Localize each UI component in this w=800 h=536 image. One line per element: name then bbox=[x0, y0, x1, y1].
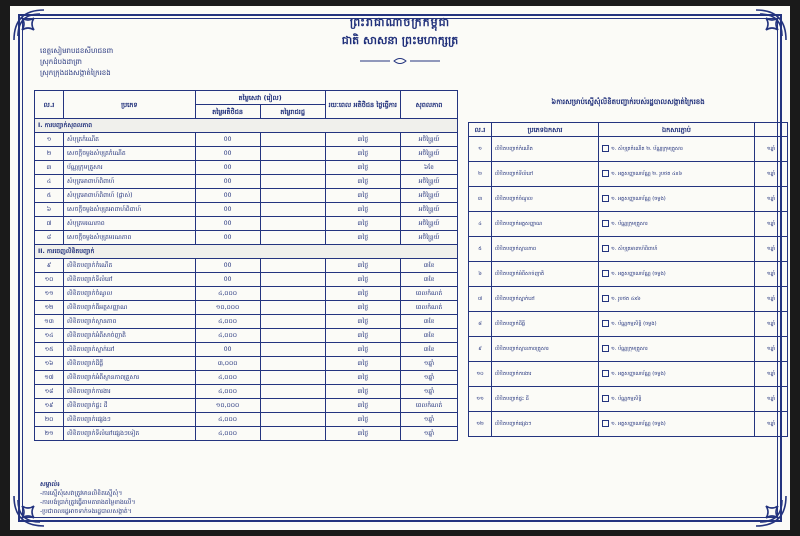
doc-text: ១. អត្តសញ្ញាណប័ណ្ណ (ចម្លង) bbox=[611, 421, 666, 427]
row-fee-out bbox=[260, 287, 325, 301]
row-service: សំបុត្រអាពាហ៍ពិពាហ៍ (ផ្លាស់) bbox=[64, 189, 196, 203]
row-service: លិខិតបញ្ជាក់ដីធ្លី bbox=[492, 312, 599, 337]
row-time: ៣ថ្ងៃ bbox=[325, 231, 400, 245]
row-fee-out bbox=[260, 203, 325, 217]
row-service: លិខិតបញ្ជាក់ស្ថានភាព bbox=[492, 237, 599, 262]
col-time: រយៈពេល អតិថិជន ថ្ងៃធ្វើការ bbox=[325, 91, 400, 119]
row-time: ១ឆ្នាំ bbox=[755, 312, 788, 337]
row-no: ១១ bbox=[35, 287, 64, 301]
row-remark: ៣ខែ bbox=[401, 259, 458, 273]
row-docs bbox=[599, 137, 755, 162]
row-service: លិខិតបញ្ជាក់ពីអត្តសញ្ញាណ bbox=[64, 301, 196, 315]
row-fee-in: ៤,០០០ bbox=[195, 315, 260, 329]
section-title: I. ការបញ្ជាក់សុពលភាព bbox=[35, 119, 458, 133]
row-fee-in: 00 bbox=[195, 343, 260, 357]
checkbox-icon bbox=[602, 220, 609, 227]
row-time: ១ឆ្នាំ bbox=[755, 362, 788, 387]
row-no: ៩ bbox=[35, 259, 64, 273]
row-fee-in: ៤,០០០ bbox=[195, 427, 260, 441]
row-no: ១៦ bbox=[35, 357, 64, 371]
kingdom-header bbox=[10, 16, 790, 69]
row-fee-out bbox=[260, 385, 325, 399]
col-service: ប្រភេទឯកសារ bbox=[492, 123, 599, 137]
row-service: លិខិតបញ្ជាក់ទីលំនៅផ្សេងៗទៀត bbox=[64, 427, 196, 441]
row-no: ៤ bbox=[35, 175, 64, 189]
col-time bbox=[755, 123, 788, 137]
row-no: ២០ bbox=[35, 413, 64, 427]
checkbox-icon bbox=[602, 420, 609, 427]
col-remark: សុពលភាព bbox=[401, 91, 458, 119]
row-no: ១២ bbox=[35, 301, 64, 315]
row-service: លិខិតបញ្ជាក់ស្ថានភាពគ្រួសារ bbox=[492, 337, 599, 362]
row-fee-in: ១០,០០០ bbox=[195, 399, 260, 413]
row-docs bbox=[599, 387, 755, 412]
row-remark: ពេលកំណត់ bbox=[401, 287, 458, 301]
row-fee-in: 00 bbox=[195, 273, 260, 287]
row-remark: ៣ខែ bbox=[401, 329, 458, 343]
table-row bbox=[469, 287, 788, 312]
col-no: ល.រ bbox=[35, 91, 64, 119]
note-line: -ប្រជាពលរដ្ឋអាចទាក់ទងរដ្ឋបាលសង្កាត់។ bbox=[40, 508, 132, 515]
row-service: លិខិតបញ្ជាក់ទីលំនៅ bbox=[64, 273, 196, 287]
issuer-line: ស្រុកក្រុងដងសង្កាត់ក្រៃរខង bbox=[40, 69, 111, 77]
row-time: ១ឆ្នាំ bbox=[755, 337, 788, 362]
row-no: ១៥ bbox=[35, 343, 64, 357]
row-docs bbox=[599, 287, 755, 312]
row-time: ៣ថ្ងៃ bbox=[325, 161, 400, 175]
row-time: ៣ថ្ងៃ bbox=[325, 175, 400, 189]
service-fee-table bbox=[34, 90, 458, 441]
checkbox-icon bbox=[602, 245, 609, 252]
table-row bbox=[35, 343, 458, 357]
row-fee-in: ៤,០០០ bbox=[195, 371, 260, 385]
doc-text: ១. ប័ណ្ណកម្មសិទ្ធិ (ចម្លង) bbox=[611, 321, 657, 327]
issuer-line: ស្រុកដំបងដាព្រា bbox=[40, 58, 82, 66]
row-remark: អចិន្ត្រៃយ៍ bbox=[401, 175, 458, 189]
row-fee-in: ១០,០០០ bbox=[195, 301, 260, 315]
row-service: លិខិតបញ្ជាក់ផ្ទះ ដី bbox=[64, 399, 196, 413]
checkbox-icon bbox=[602, 295, 609, 302]
row-docs bbox=[599, 412, 755, 437]
table-row bbox=[469, 412, 788, 437]
doc-text: ១. សំបុត្រអាពាហ៍ពិពាហ៍ bbox=[611, 246, 658, 252]
row-remark: ១ឆ្នាំ bbox=[401, 385, 458, 399]
row-service: សេចក្ដីចម្លងសំបុត្រកំណើត bbox=[64, 147, 196, 161]
table-row bbox=[469, 387, 788, 412]
checkbox-icon bbox=[602, 195, 609, 202]
row-fee-out bbox=[260, 147, 325, 161]
table-row bbox=[469, 262, 788, 287]
row-remark: អចិន្ត្រៃយ៍ bbox=[401, 147, 458, 161]
note-line: -ការបង់ប្រាក់ត្រូវធ្វើតាមតារាងតម្លៃខាងលើ។ bbox=[40, 499, 136, 506]
doc-text: ១. អត្តសញ្ញាណប័ណ្ណ ២. រូបថត ៤x៦ bbox=[611, 171, 682, 177]
row-time: ៣ថ្ងៃ bbox=[325, 133, 400, 147]
checkbox-icon bbox=[602, 345, 609, 352]
row-docs bbox=[599, 162, 755, 187]
row-time: ៣ថ្ងៃ bbox=[325, 147, 400, 161]
corner-ornament-icon bbox=[754, 494, 788, 528]
row-no: ១ bbox=[35, 133, 64, 147]
table-row bbox=[469, 162, 788, 187]
row-fee-in: ៤,០០០ bbox=[195, 385, 260, 399]
table-row bbox=[469, 312, 788, 337]
row-no: ៧ bbox=[35, 217, 64, 231]
row-service: លិខិតបញ្ជាក់ផ្សេងៗ bbox=[492, 412, 599, 437]
row-docs bbox=[599, 362, 755, 387]
row-time: ៣ថ្ងៃ bbox=[325, 301, 400, 315]
header-line-1: ព្រះរាជាណាចក្រកម្ពុជា bbox=[349, 16, 451, 29]
row-service: ប័ណ្ណក្រុមគ្រួសារ bbox=[64, 161, 196, 175]
row-no: ៥ bbox=[469, 237, 492, 262]
row-remark: ១ឆ្នាំ bbox=[401, 357, 458, 371]
table-row bbox=[35, 315, 458, 329]
issuer-line: ខេត្តសៀមរាបដខសីហជនពា bbox=[40, 47, 114, 55]
checkbox-icon bbox=[602, 270, 609, 277]
row-fee-out bbox=[260, 259, 325, 273]
header-line-2: ជាតិ សាសនា ព្រះមហាក្សត្រ bbox=[341, 34, 459, 47]
row-no: ៧ bbox=[469, 287, 492, 312]
doc-text: ១. រូបថត ៤x៦ bbox=[611, 296, 641, 302]
table-row bbox=[35, 217, 458, 231]
row-fee-out bbox=[260, 329, 325, 343]
row-fee-out bbox=[260, 133, 325, 147]
row-no: ១៣ bbox=[35, 315, 64, 329]
row-time: ៣ថ្ងៃ bbox=[325, 203, 400, 217]
row-no: ៥ bbox=[35, 189, 64, 203]
table-row bbox=[469, 212, 788, 237]
row-fee-in: ៣,០០០ bbox=[195, 357, 260, 371]
table-row bbox=[35, 147, 458, 161]
row-time: ៣ថ្ងៃ bbox=[325, 189, 400, 203]
table-row bbox=[35, 287, 458, 301]
row-fee-in: 00 bbox=[195, 259, 260, 273]
row-fee-in: 00 bbox=[195, 217, 260, 231]
row-fee-out bbox=[260, 427, 325, 441]
checkbox-icon bbox=[602, 370, 609, 377]
divider-ornament-icon bbox=[360, 57, 440, 65]
row-no: ៣ bbox=[35, 161, 64, 175]
table-row bbox=[35, 385, 458, 399]
table-row bbox=[469, 237, 788, 262]
row-remark: ពេលកំណត់ bbox=[401, 399, 458, 413]
section-row bbox=[35, 245, 458, 259]
col-no: ល.រ bbox=[469, 123, 492, 137]
row-fee-in: 00 bbox=[195, 189, 260, 203]
row-docs bbox=[599, 237, 755, 262]
note-line: -ការស្នើសុំសេវាត្រូវមានលិខិតស្នើសុំ។ bbox=[40, 490, 123, 497]
row-remark: ១ឆ្នាំ bbox=[401, 371, 458, 385]
row-remark: ពេលកំណត់ bbox=[401, 301, 458, 315]
col-service: ប្រភេទ bbox=[64, 91, 196, 119]
row-fee-out bbox=[260, 343, 325, 357]
row-time: ៣ថ្ងៃ bbox=[325, 343, 400, 357]
table-row bbox=[35, 203, 458, 217]
table-row bbox=[35, 371, 458, 385]
row-no: ១៤ bbox=[35, 329, 64, 343]
table-row bbox=[35, 231, 458, 245]
col-fee-out: តម្លៃរាជរដ្ឋ bbox=[260, 105, 325, 119]
row-service: លិខិតបញ្ជាក់អំពីសាច់ញាតិ bbox=[64, 329, 196, 343]
row-remark: ៦ខែ bbox=[401, 161, 458, 175]
table-row bbox=[469, 337, 788, 362]
row-service: សេចក្ដីចម្លងសំបុត្រអាពាហ៍ពិពាហ៍ bbox=[64, 203, 196, 217]
table-row bbox=[469, 187, 788, 212]
table-row bbox=[35, 175, 458, 189]
row-fee-out bbox=[260, 301, 325, 315]
row-fee-out bbox=[260, 371, 325, 385]
row-time: ៣ថ្ងៃ bbox=[325, 413, 400, 427]
notes-label: សម្គាល់៖ bbox=[40, 481, 60, 488]
requirements-title: ៦ការសម្រាប់ស្នើសុំលិខិតបញ្ជាក់របស់រដ្ឋបាលសង្កាត់ក្រៃរខង bbox=[551, 98, 705, 106]
row-remark: អចិន្ត្រៃយ៍ bbox=[401, 217, 458, 231]
col-fee-in: តម្លៃអតិថិជន bbox=[195, 105, 260, 119]
row-no: ១០ bbox=[469, 362, 492, 387]
row-remark: អចិន្ត្រៃយ៍ bbox=[401, 189, 458, 203]
issuer-info bbox=[40, 46, 113, 79]
table-row bbox=[35, 301, 458, 315]
row-no: ១៩ bbox=[35, 399, 64, 413]
row-time: ៣ថ្ងៃ bbox=[325, 259, 400, 273]
row-time: ៣ថ្ងៃ bbox=[325, 385, 400, 399]
row-fee-in: ៤,០០០ bbox=[195, 329, 260, 343]
row-fee-in: 00 bbox=[195, 203, 260, 217]
row-service: លិខិតបញ្ជាក់ស្នាក់នៅ bbox=[492, 287, 599, 312]
row-no: ១២ bbox=[469, 412, 492, 437]
row-docs bbox=[599, 262, 755, 287]
row-remark: ៣ខែ bbox=[401, 315, 458, 329]
row-service: លិខិតបញ្ជាក់ការងារ bbox=[64, 385, 196, 399]
row-time: ៣ថ្ងៃ bbox=[325, 399, 400, 413]
row-time: ១ឆ្នាំ bbox=[755, 412, 788, 437]
row-remark: ១ឆ្នាំ bbox=[401, 413, 458, 427]
row-time: ៣ថ្ងៃ bbox=[325, 217, 400, 231]
section-row bbox=[35, 119, 458, 133]
row-no: ១១ bbox=[469, 387, 492, 412]
col-docs: ឯកសារភ្ជាប់ bbox=[599, 123, 755, 137]
row-fee-in: ៤,០០០ bbox=[195, 287, 260, 301]
row-fee-out bbox=[260, 357, 325, 371]
checkbox-icon bbox=[602, 320, 609, 327]
checkbox-icon bbox=[602, 145, 609, 152]
row-service: លិខិតបញ្ជាក់ចំណូល bbox=[64, 287, 196, 301]
row-no: ៤ bbox=[469, 212, 492, 237]
table-row bbox=[35, 413, 458, 427]
row-service: លិខិតបញ្ជាក់ចំណូល bbox=[492, 187, 599, 212]
doc-text: ១. ប័ណ្ណកម្មសិទ្ធិ bbox=[611, 396, 642, 402]
row-fee-out bbox=[260, 161, 325, 175]
row-fee-out bbox=[260, 175, 325, 189]
row-docs bbox=[599, 337, 755, 362]
row-time: ៣ថ្ងៃ bbox=[325, 427, 400, 441]
doc-text: ១. ប័ណ្ណក្រុមគ្រួសារ bbox=[611, 221, 648, 227]
doc-text: ១. ប័ណ្ណក្រុមគ្រួសារ bbox=[611, 346, 648, 352]
row-time: ៣ថ្ងៃ bbox=[325, 273, 400, 287]
checkbox-icon bbox=[602, 170, 609, 177]
row-time: ៣ថ្ងៃ bbox=[325, 329, 400, 343]
row-time: ១ឆ្នាំ bbox=[755, 137, 788, 162]
doc-text: ១. អត្តសញ្ញាណប័ណ្ណ (ចម្លង) bbox=[611, 196, 666, 202]
row-no: ៨ bbox=[469, 312, 492, 337]
table-row bbox=[35, 427, 458, 441]
row-fee-in: 00 bbox=[195, 161, 260, 175]
col-fee: តម្លៃសេវា (រៀល) bbox=[195, 91, 325, 105]
row-service: លិខិតបញ្ជាក់ទីលំនៅ bbox=[492, 162, 599, 187]
row-fee-out bbox=[260, 315, 325, 329]
row-fee-out bbox=[260, 189, 325, 203]
row-service: លិខិតបញ្ជាក់ស្នាក់នៅ bbox=[64, 343, 196, 357]
row-no: ២ bbox=[469, 162, 492, 187]
row-remark: ៣ខែ bbox=[401, 273, 458, 287]
row-fee-in: ៤,០០០ bbox=[195, 413, 260, 427]
row-fee-out bbox=[260, 231, 325, 245]
row-no: ៦ bbox=[469, 262, 492, 287]
table-row bbox=[469, 137, 788, 162]
notice-board bbox=[10, 6, 790, 530]
row-time: ៣ថ្ងៃ bbox=[325, 371, 400, 385]
row-remark: អចិន្ត្រៃយ៍ bbox=[401, 203, 458, 217]
row-service: សំបុត្រអាពាហ៍ពិពាហ៍ bbox=[64, 175, 196, 189]
row-fee-in: 00 bbox=[195, 231, 260, 245]
row-time: ១ឆ្នាំ bbox=[755, 287, 788, 312]
row-time: ៣ថ្ងៃ bbox=[325, 315, 400, 329]
row-no: ២១ bbox=[35, 427, 64, 441]
table-row bbox=[35, 399, 458, 413]
row-docs bbox=[599, 187, 755, 212]
row-remark: ១ឆ្នាំ bbox=[401, 427, 458, 441]
doc-text: ១. សំបុត្រកំណើត ២. ប័ណ្ណក្រុមគ្រួសារ bbox=[611, 146, 683, 152]
row-fee-in: 00 bbox=[195, 133, 260, 147]
section-title: II. ការចេញលិខិតបញ្ជាក់ bbox=[35, 245, 458, 259]
table-row bbox=[35, 189, 458, 203]
row-fee-out bbox=[260, 217, 325, 231]
row-time: ១ឆ្នាំ bbox=[755, 387, 788, 412]
row-remark: ៣ខែ bbox=[401, 343, 458, 357]
row-no: ៣ bbox=[469, 187, 492, 212]
table-row bbox=[35, 273, 458, 287]
row-service: លិខិតបញ្ជាក់ផ្ទះ ដី bbox=[492, 387, 599, 412]
table-row bbox=[35, 133, 458, 147]
table-row bbox=[469, 362, 788, 387]
row-time: ១ឆ្នាំ bbox=[755, 237, 788, 262]
row-no: ១៧ bbox=[35, 371, 64, 385]
row-fee-in: 00 bbox=[195, 147, 260, 161]
row-service: លិខិតបញ្ជាក់អត្តសញ្ញាណ bbox=[492, 212, 599, 237]
row-no: ៨ bbox=[35, 231, 64, 245]
row-time: ៣ថ្ងៃ bbox=[325, 357, 400, 371]
row-time: ១ឆ្នាំ bbox=[755, 187, 788, 212]
row-no: ១៨ bbox=[35, 385, 64, 399]
row-time: ១ឆ្នាំ bbox=[755, 262, 788, 287]
row-service: សេចក្ដីចម្លងសំបុត្រមរណភាព bbox=[64, 231, 196, 245]
table-row bbox=[35, 161, 458, 175]
row-docs bbox=[599, 312, 755, 337]
row-service: លិខិតបញ្ជាក់ការងារ bbox=[492, 362, 599, 387]
row-time: ៣ថ្ងៃ bbox=[325, 287, 400, 301]
doc-text: ១. អត្តសញ្ញាណប័ណ្ណ (ចម្លង) bbox=[611, 371, 666, 377]
row-no: ៦ bbox=[35, 203, 64, 217]
row-service: លិខិតបញ្ជាក់ដីធ្លី bbox=[64, 357, 196, 371]
row-time: ១ឆ្នាំ bbox=[755, 212, 788, 237]
row-no: ១ bbox=[469, 137, 492, 162]
table-row bbox=[35, 259, 458, 273]
checkbox-icon bbox=[602, 395, 609, 402]
row-docs bbox=[599, 212, 755, 237]
row-remark: អចិន្ត្រៃយ៍ bbox=[401, 133, 458, 147]
row-service: លិខិតបញ្ជាក់កំណើត bbox=[492, 137, 599, 162]
row-no: ៩ bbox=[469, 337, 492, 362]
row-service: សំបុត្រមរណភាព bbox=[64, 217, 196, 231]
row-no: ២ bbox=[35, 147, 64, 161]
row-service: លិខិតបញ្ជាក់ស្ថានភាព bbox=[64, 315, 196, 329]
table-row bbox=[35, 329, 458, 343]
row-service: សំបុត្រកំណើត bbox=[64, 133, 196, 147]
notes bbox=[40, 480, 460, 516]
row-no: ១០ bbox=[35, 273, 64, 287]
row-fee-out bbox=[260, 399, 325, 413]
row-service: លិខិតបញ្ជាក់ផ្សេងៗ bbox=[64, 413, 196, 427]
requirements-table bbox=[468, 122, 788, 437]
row-service: លិខិតបញ្ជាក់កំណើត bbox=[64, 259, 196, 273]
row-fee-out bbox=[260, 413, 325, 427]
row-service: លិខិតបញ្ជាក់អំពីស្ថានភាពគ្រួសារ bbox=[64, 371, 196, 385]
doc-text: ១. អត្តសញ្ញាណប័ណ្ណ (ចម្លង) bbox=[611, 271, 666, 277]
table-row bbox=[35, 357, 458, 371]
row-fee-out bbox=[260, 273, 325, 287]
row-service: លិខិតបញ្ជាក់អំពីសាច់ញាតិ bbox=[492, 262, 599, 287]
row-fee-in: 00 bbox=[195, 175, 260, 189]
row-remark: អចិន្ត្រៃយ៍ bbox=[401, 231, 458, 245]
row-time: ១ឆ្នាំ bbox=[755, 162, 788, 187]
